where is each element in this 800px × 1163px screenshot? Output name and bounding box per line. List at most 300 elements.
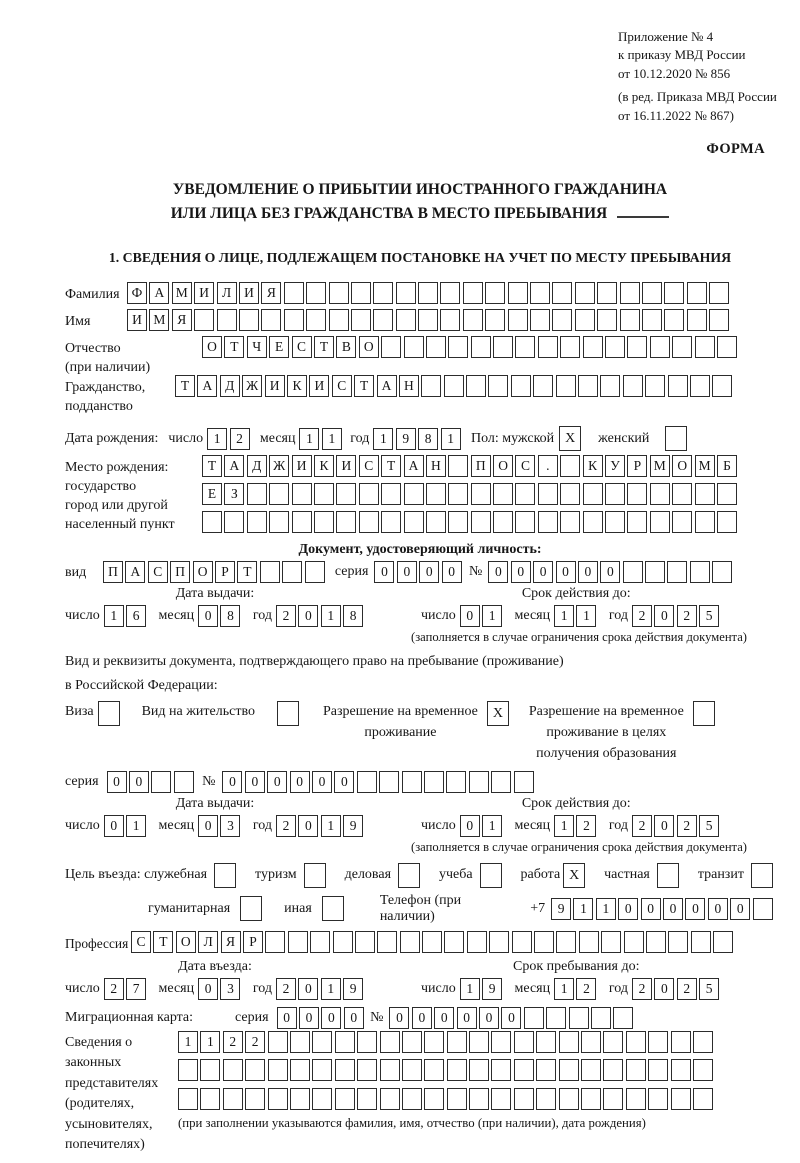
char-cell[interactable] xyxy=(575,282,595,304)
char-cell[interactable] xyxy=(239,309,259,331)
char-cell[interactable]: П xyxy=(103,561,123,583)
char-cell[interactable] xyxy=(404,336,424,358)
char-cell[interactable] xyxy=(552,282,572,304)
char-cell[interactable]: 0 xyxy=(685,898,705,920)
char-cell[interactable]: 5 xyxy=(699,605,719,627)
char-cell[interactable] xyxy=(626,1088,646,1110)
sex-female-checkbox[interactable] xyxy=(665,426,687,451)
char-cell[interactable]: 2 xyxy=(576,815,596,837)
char-cell[interactable]: Я xyxy=(261,282,281,304)
char-cell[interactable]: 2 xyxy=(677,978,697,1000)
char-cell[interactable]: А xyxy=(377,375,397,397)
char-cell[interactable]: 0 xyxy=(298,815,318,837)
char-cell[interactable] xyxy=(418,309,438,331)
char-cell[interactable]: Н xyxy=(399,375,419,397)
char-cell[interactable] xyxy=(335,1031,355,1053)
char-cell[interactable] xyxy=(556,375,576,397)
char-cell[interactable] xyxy=(336,483,356,505)
char-cell[interactable] xyxy=(485,282,505,304)
char-cell[interactable] xyxy=(603,1031,623,1053)
char-cell[interactable]: С xyxy=(292,336,312,358)
char-cell[interactable]: 8 xyxy=(418,428,438,450)
char-cell[interactable]: 0 xyxy=(312,771,332,793)
char-cell[interactable]: Т xyxy=(224,336,244,358)
char-cell[interactable] xyxy=(312,1059,332,1081)
char-cell[interactable]: 2 xyxy=(632,978,652,1000)
char-cell[interactable]: 0 xyxy=(198,815,218,837)
char-cell[interactable] xyxy=(668,931,688,953)
char-cell[interactable]: 9 xyxy=(343,978,363,1000)
char-cell[interactable] xyxy=(284,309,304,331)
char-cell[interactable] xyxy=(265,931,285,953)
char-cell[interactable] xyxy=(290,1031,310,1053)
char-cell[interactable] xyxy=(603,1059,623,1081)
char-cell[interactable] xyxy=(620,282,640,304)
char-cell[interactable] xyxy=(642,309,662,331)
char-cell[interactable] xyxy=(712,375,732,397)
char-cell[interactable]: О xyxy=(202,336,222,358)
char-cell[interactable]: 1 xyxy=(126,815,146,837)
char-cell[interactable]: 9 xyxy=(551,898,571,920)
char-cell[interactable] xyxy=(351,309,371,331)
char-cell[interactable] xyxy=(695,336,715,358)
char-cell[interactable] xyxy=(466,375,486,397)
char-cell[interactable]: М xyxy=(149,309,169,331)
char-cell[interactable] xyxy=(591,1007,611,1029)
char-cell[interactable] xyxy=(534,931,554,953)
char-cell[interactable] xyxy=(709,282,729,304)
char-cell[interactable] xyxy=(650,336,670,358)
char-cell[interactable] xyxy=(512,931,532,953)
char-cell[interactable]: 2 xyxy=(230,428,250,450)
char-cell[interactable]: 1 xyxy=(482,605,502,627)
char-cell[interactable] xyxy=(426,483,446,505)
char-cell[interactable] xyxy=(377,931,397,953)
char-cell[interactable] xyxy=(515,511,535,533)
char-cell[interactable] xyxy=(447,1059,467,1081)
char-cell[interactable] xyxy=(672,511,692,533)
char-cell[interactable] xyxy=(626,1059,646,1081)
char-cell[interactable]: 8 xyxy=(343,605,363,627)
char-cell[interactable] xyxy=(448,455,468,477)
char-cell[interactable]: Т xyxy=(314,336,334,358)
char-cell[interactable] xyxy=(381,511,401,533)
char-cell[interactable] xyxy=(605,483,625,505)
char-cell[interactable] xyxy=(671,1088,691,1110)
char-cell[interactable]: И xyxy=(292,455,312,477)
char-cell[interactable] xyxy=(469,771,489,793)
char-cell[interactable] xyxy=(373,282,393,304)
char-cell[interactable]: 2 xyxy=(632,815,652,837)
char-cell[interactable] xyxy=(642,282,662,304)
char-cell[interactable]: 3 xyxy=(220,815,240,837)
char-cell[interactable] xyxy=(583,511,603,533)
char-cell[interactable]: Е xyxy=(202,483,222,505)
char-cell[interactable] xyxy=(491,771,511,793)
char-cell[interactable]: 2 xyxy=(276,978,296,1000)
purpose-official-checkbox[interactable] xyxy=(214,863,236,888)
char-cell[interactable] xyxy=(380,1031,400,1053)
char-cell[interactable] xyxy=(601,931,621,953)
char-cell[interactable]: . xyxy=(538,455,558,477)
char-cell[interactable]: А xyxy=(125,561,145,583)
char-cell[interactable]: 1 xyxy=(373,428,393,450)
char-cell[interactable] xyxy=(292,483,312,505)
char-cell[interactable]: О xyxy=(193,561,213,583)
char-cell[interactable]: 2 xyxy=(223,1031,243,1053)
char-cell[interactable]: 1 xyxy=(460,978,480,1000)
char-cell[interactable] xyxy=(560,336,580,358)
char-cell[interactable] xyxy=(488,375,508,397)
char-cell[interactable] xyxy=(559,1031,579,1053)
char-cell[interactable] xyxy=(312,1031,332,1053)
char-cell[interactable] xyxy=(426,511,446,533)
char-cell[interactable] xyxy=(581,1059,601,1081)
char-cell[interactable] xyxy=(556,931,576,953)
char-cell[interactable] xyxy=(268,1031,288,1053)
purpose-private-checkbox[interactable] xyxy=(657,863,679,888)
char-cell[interactable]: 0 xyxy=(708,898,728,920)
char-cell[interactable] xyxy=(605,336,625,358)
char-cell[interactable]: 0 xyxy=(290,771,310,793)
char-cell[interactable]: 1 xyxy=(200,1031,220,1053)
char-cell[interactable]: 7 xyxy=(126,978,146,1000)
char-cell[interactable] xyxy=(672,336,692,358)
char-cell[interactable]: А xyxy=(197,375,217,397)
char-cell[interactable] xyxy=(310,931,330,953)
char-cell[interactable] xyxy=(381,336,401,358)
char-cell[interactable] xyxy=(515,336,535,358)
char-cell[interactable] xyxy=(597,282,617,304)
char-cell[interactable] xyxy=(672,483,692,505)
char-cell[interactable] xyxy=(712,561,732,583)
char-cell[interactable] xyxy=(335,1088,355,1110)
char-cell[interactable] xyxy=(668,375,688,397)
char-cell[interactable] xyxy=(530,309,550,331)
char-cell[interactable] xyxy=(469,1031,489,1053)
char-cell[interactable]: П xyxy=(471,455,491,477)
char-cell[interactable]: А xyxy=(224,455,244,477)
char-cell[interactable] xyxy=(200,1059,220,1081)
char-cell[interactable] xyxy=(424,1088,444,1110)
purpose-tourism-checkbox[interactable] xyxy=(304,863,326,888)
char-cell[interactable] xyxy=(448,336,468,358)
char-cell[interactable]: 0 xyxy=(198,605,218,627)
char-cell[interactable] xyxy=(223,1059,243,1081)
char-cell[interactable] xyxy=(402,1031,422,1053)
char-cell[interactable] xyxy=(448,511,468,533)
char-cell[interactable] xyxy=(687,282,707,304)
char-cell[interactable]: З xyxy=(224,483,244,505)
char-cell[interactable]: М xyxy=(650,455,670,477)
char-cell[interactable]: 0 xyxy=(104,815,124,837)
char-cell[interactable] xyxy=(329,309,349,331)
char-cell[interactable]: 3 xyxy=(220,978,240,1000)
char-cell[interactable] xyxy=(648,1088,668,1110)
char-cell[interactable]: 1 xyxy=(554,815,574,837)
char-cell[interactable] xyxy=(359,483,379,505)
char-cell[interactable] xyxy=(245,1088,265,1110)
char-cell[interactable]: 0 xyxy=(299,1007,319,1029)
char-cell[interactable] xyxy=(245,1059,265,1081)
char-cell[interactable]: 0 xyxy=(556,561,576,583)
char-cell[interactable] xyxy=(224,511,244,533)
char-cell[interactable]: 0 xyxy=(663,898,683,920)
char-cell[interactable]: М xyxy=(172,282,192,304)
char-cell[interactable] xyxy=(312,1088,332,1110)
char-cell[interactable]: 0 xyxy=(533,561,553,583)
char-cell[interactable] xyxy=(292,511,312,533)
residence-permit-checkbox[interactable] xyxy=(277,701,299,726)
char-cell[interactable]: Н xyxy=(426,455,446,477)
char-cell[interactable]: 1 xyxy=(321,605,341,627)
char-cell[interactable] xyxy=(471,483,491,505)
char-cell[interactable] xyxy=(178,1059,198,1081)
char-cell[interactable]: 1 xyxy=(299,428,319,450)
char-cell[interactable]: И xyxy=(239,282,259,304)
char-cell[interactable]: С xyxy=(359,455,379,477)
char-cell[interactable] xyxy=(396,282,416,304)
char-cell[interactable]: 0 xyxy=(460,815,480,837)
char-cell[interactable] xyxy=(508,309,528,331)
char-cell[interactable]: Ж xyxy=(269,455,289,477)
char-cell[interactable] xyxy=(569,1007,589,1029)
char-cell[interactable]: 1 xyxy=(441,428,461,450)
char-cell[interactable] xyxy=(559,1088,579,1110)
char-cell[interactable] xyxy=(440,282,460,304)
char-cell[interactable]: П xyxy=(170,561,190,583)
char-cell[interactable] xyxy=(493,336,513,358)
char-cell[interactable] xyxy=(538,336,558,358)
char-cell[interactable] xyxy=(426,336,446,358)
char-cell[interactable]: 2 xyxy=(245,1031,265,1053)
char-cell[interactable]: Т xyxy=(381,455,401,477)
char-cell[interactable] xyxy=(533,375,553,397)
char-cell[interactable] xyxy=(717,511,737,533)
char-cell[interactable] xyxy=(627,483,647,505)
char-cell[interactable] xyxy=(446,771,466,793)
char-cell[interactable]: 0 xyxy=(298,605,318,627)
char-cell[interactable]: С xyxy=(131,931,151,953)
char-cell[interactable]: 1 xyxy=(482,815,502,837)
char-cell[interactable]: Ч xyxy=(247,336,267,358)
char-cell[interactable]: 1 xyxy=(554,978,574,1000)
char-cell[interactable] xyxy=(380,1059,400,1081)
char-cell[interactable] xyxy=(424,771,444,793)
char-cell[interactable]: 1 xyxy=(321,815,341,837)
char-cell[interactable] xyxy=(753,898,773,920)
char-cell[interactable]: Я xyxy=(172,309,192,331)
char-cell[interactable] xyxy=(693,1088,713,1110)
char-cell[interactable] xyxy=(359,511,379,533)
char-cell[interactable] xyxy=(581,1088,601,1110)
char-cell[interactable] xyxy=(418,282,438,304)
char-cell[interactable] xyxy=(402,771,422,793)
char-cell[interactable] xyxy=(650,483,670,505)
char-cell[interactable] xyxy=(581,1031,601,1053)
char-cell[interactable] xyxy=(524,1007,544,1029)
char-cell[interactable] xyxy=(493,483,513,505)
char-cell[interactable] xyxy=(603,1088,623,1110)
char-cell[interactable]: У xyxy=(605,455,625,477)
char-cell[interactable] xyxy=(627,336,647,358)
char-cell[interactable]: 0 xyxy=(334,771,354,793)
char-cell[interactable]: И xyxy=(265,375,285,397)
char-cell[interactable] xyxy=(626,1031,646,1053)
char-cell[interactable] xyxy=(333,931,353,953)
purpose-humanitarian-checkbox[interactable] xyxy=(240,896,262,921)
char-cell[interactable] xyxy=(717,336,737,358)
char-cell[interactable]: А xyxy=(404,455,424,477)
char-cell[interactable] xyxy=(559,1059,579,1081)
char-cell[interactable] xyxy=(467,931,487,953)
char-cell[interactable] xyxy=(268,1059,288,1081)
char-cell[interactable] xyxy=(178,1088,198,1110)
char-cell[interactable] xyxy=(695,483,715,505)
char-cell[interactable] xyxy=(713,931,733,953)
char-cell[interactable]: 9 xyxy=(482,978,502,1000)
char-cell[interactable]: И xyxy=(194,282,214,304)
char-cell[interactable] xyxy=(329,282,349,304)
char-cell[interactable] xyxy=(623,375,643,397)
purpose-business-checkbox[interactable] xyxy=(398,863,420,888)
char-cell[interactable]: 1 xyxy=(554,605,574,627)
char-cell[interactable] xyxy=(579,931,599,953)
char-cell[interactable] xyxy=(447,1031,467,1053)
char-cell[interactable] xyxy=(491,1031,511,1053)
char-cell[interactable] xyxy=(613,1007,633,1029)
char-cell[interactable] xyxy=(623,561,643,583)
char-cell[interactable] xyxy=(489,931,509,953)
char-cell[interactable]: Ф xyxy=(127,282,147,304)
char-cell[interactable] xyxy=(444,375,464,397)
char-cell[interactable]: 0 xyxy=(419,561,439,583)
char-cell[interactable] xyxy=(404,483,424,505)
char-cell[interactable] xyxy=(351,282,371,304)
char-cell[interactable] xyxy=(546,1007,566,1029)
char-cell[interactable] xyxy=(306,309,326,331)
char-cell[interactable]: 0 xyxy=(479,1007,499,1029)
char-cell[interactable]: Р xyxy=(215,561,235,583)
char-cell[interactable] xyxy=(645,375,665,397)
char-cell[interactable] xyxy=(695,511,715,533)
char-cell[interactable] xyxy=(306,282,326,304)
char-cell[interactable]: 0 xyxy=(457,1007,477,1029)
char-cell[interactable] xyxy=(560,483,580,505)
char-cell[interactable]: 1 xyxy=(576,605,596,627)
char-cell[interactable] xyxy=(687,309,707,331)
char-cell[interactable]: О xyxy=(359,336,379,358)
char-cell[interactable] xyxy=(690,375,710,397)
char-cell[interactable] xyxy=(151,771,171,793)
char-cell[interactable] xyxy=(404,511,424,533)
char-cell[interactable]: Т xyxy=(202,455,222,477)
char-cell[interactable] xyxy=(620,309,640,331)
char-cell[interactable] xyxy=(514,771,534,793)
char-cell[interactable] xyxy=(469,1059,489,1081)
char-cell[interactable] xyxy=(381,483,401,505)
char-cell[interactable]: Т xyxy=(354,375,374,397)
char-cell[interactable]: К xyxy=(583,455,603,477)
char-cell[interactable] xyxy=(400,931,420,953)
char-cell[interactable] xyxy=(693,1031,713,1053)
char-cell[interactable] xyxy=(493,511,513,533)
char-cell[interactable] xyxy=(690,561,710,583)
char-cell[interactable] xyxy=(605,511,625,533)
purpose-study-checkbox[interactable] xyxy=(480,863,502,888)
char-cell[interactable] xyxy=(261,309,281,331)
char-cell[interactable] xyxy=(402,1088,422,1110)
char-cell[interactable] xyxy=(402,1059,422,1081)
char-cell[interactable] xyxy=(600,375,620,397)
char-cell[interactable] xyxy=(247,511,267,533)
char-cell[interactable]: 0 xyxy=(511,561,531,583)
char-cell[interactable] xyxy=(536,1059,556,1081)
char-cell[interactable] xyxy=(247,483,267,505)
char-cell[interactable]: 2 xyxy=(276,815,296,837)
char-cell[interactable]: 0 xyxy=(442,561,462,583)
char-cell[interactable] xyxy=(648,1031,668,1053)
char-cell[interactable] xyxy=(583,336,603,358)
char-cell[interactable] xyxy=(583,483,603,505)
char-cell[interactable]: 1 xyxy=(104,605,124,627)
char-cell[interactable]: 2 xyxy=(632,605,652,627)
char-cell[interactable]: С xyxy=(332,375,352,397)
char-cell[interactable]: 0 xyxy=(460,605,480,627)
char-cell[interactable]: 0 xyxy=(600,561,620,583)
char-cell[interactable] xyxy=(463,282,483,304)
char-cell[interactable] xyxy=(269,511,289,533)
char-cell[interactable] xyxy=(269,483,289,505)
char-cell[interactable]: 2 xyxy=(276,605,296,627)
char-cell[interactable] xyxy=(671,1031,691,1053)
char-cell[interactable]: 1 xyxy=(573,898,593,920)
char-cell[interactable] xyxy=(357,1088,377,1110)
char-cell[interactable]: В xyxy=(336,336,356,358)
char-cell[interactable]: Б xyxy=(717,455,737,477)
char-cell[interactable]: 1 xyxy=(178,1031,198,1053)
char-cell[interactable] xyxy=(597,309,617,331)
visa-checkbox[interactable] xyxy=(98,701,120,726)
char-cell[interactable]: 0 xyxy=(618,898,638,920)
char-cell[interactable] xyxy=(530,282,550,304)
char-cell[interactable] xyxy=(709,309,729,331)
char-cell[interactable] xyxy=(268,1088,288,1110)
char-cell[interactable]: Л xyxy=(198,931,218,953)
char-cell[interactable] xyxy=(424,1031,444,1053)
char-cell[interactable]: К xyxy=(314,455,334,477)
char-cell[interactable] xyxy=(645,561,665,583)
char-cell[interactable] xyxy=(717,483,737,505)
char-cell[interactable]: 0 xyxy=(412,1007,432,1029)
char-cell[interactable] xyxy=(448,483,468,505)
char-cell[interactable] xyxy=(447,1088,467,1110)
char-cell[interactable]: 8 xyxy=(220,605,240,627)
char-cell[interactable]: Р xyxy=(243,931,263,953)
char-cell[interactable]: 2 xyxy=(576,978,596,1000)
char-cell[interactable] xyxy=(575,309,595,331)
char-cell[interactable] xyxy=(288,931,308,953)
char-cell[interactable]: 6 xyxy=(126,605,146,627)
char-cell[interactable]: 2 xyxy=(104,978,124,1000)
char-cell[interactable] xyxy=(648,1059,668,1081)
char-cell[interactable]: Я xyxy=(221,931,241,953)
char-cell[interactable]: М xyxy=(695,455,715,477)
char-cell[interactable] xyxy=(357,1059,377,1081)
char-cell[interactable]: 0 xyxy=(730,898,750,920)
char-cell[interactable] xyxy=(491,1088,511,1110)
char-cell[interactable]: А xyxy=(149,282,169,304)
